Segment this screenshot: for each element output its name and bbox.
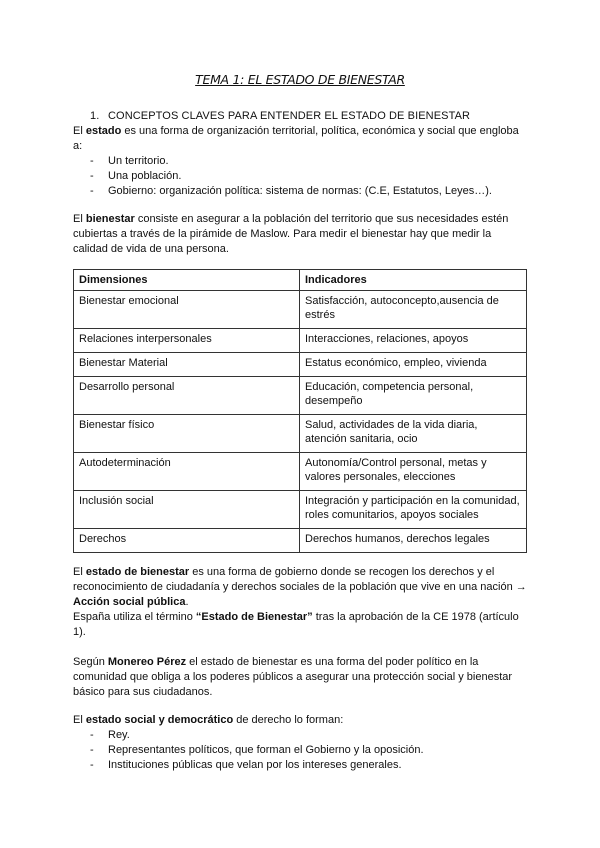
table-row <box>74 453 527 491</box>
section-heading <box>90 110 470 122</box>
table-cell: Autodeterminación <box>74 453 300 491</box>
table-header-cell: Dimensiones <box>74 270 300 291</box>
estado-list <box>73 154 528 199</box>
table-cell: Desarrollo personal <box>74 377 300 415</box>
monereo-paragraph <box>73 655 528 700</box>
term-estado-de-bienestar: “Estado de Bienestar” <box>195 611 313 623</box>
table-header-cell: Indicadores <box>300 270 527 291</box>
list-item: - Una población. <box>73 169 528 184</box>
table-cell: Derechos <box>74 529 300 553</box>
table-cell: Educación, competencia personal, desempeño <box>300 377 527 415</box>
list-item: - Rey. <box>73 728 528 743</box>
table-cell: Inclusión social <box>74 491 300 529</box>
table-row <box>74 415 527 453</box>
table-cell: Bienestar emocional <box>74 291 300 329</box>
term-estado: estado <box>85 125 122 137</box>
table-cell: Interacciones, relaciones, apoyos <box>300 329 527 353</box>
list-item: - Instituciones públicas que velan por los intereses generales. <box>73 758 528 773</box>
term-estado-bienestar: estado de bienestar <box>85 566 190 578</box>
text-run: El <box>73 125 86 137</box>
bienestar-definition <box>73 212 528 257</box>
term-bienestar: bienestar <box>85 213 135 225</box>
text-run: el estado de bienestar es una forma del poder político en la comunidad que obliga a los poderes públicos a asegurar una protección social y bienestar básico para sus ciudadanos. <box>73 656 513 698</box>
table-header-row <box>74 270 527 291</box>
section-heading-text: CONCEPTOS CLAVES PARA ENTENDER EL ESTADO DE BIENESTAR <box>108 110 471 122</box>
table-cell: Bienestar Material <box>74 353 300 377</box>
espana-paragraph <box>73 610 528 640</box>
text-run: consiste en asegurar a la población del territorio que sus necesidades estén cubiertas a través de la pirámide de Maslow. Para medir el bienestar hay que medir la calidad de vida de una persona. <box>73 213 509 255</box>
text-run: El <box>73 213 86 225</box>
list-item: - Un territorio. <box>73 154 528 169</box>
estado-bienestar-paragraph <box>73 565 528 610</box>
table-cell: Estatus económico, empleo, vivienda <box>300 353 527 377</box>
table-cell: Derechos humanos, derechos legales <box>300 529 527 553</box>
table-row <box>74 377 527 415</box>
term-estado-social: estado social y democrático <box>85 714 234 726</box>
document-title: TEMA 1: EL ESTADO DE BIENESTAR <box>195 72 405 87</box>
dimensions-table <box>73 269 527 553</box>
text-run: El <box>73 566 86 578</box>
estado-definition <box>73 124 528 199</box>
estado-bienestar-definition <box>73 565 528 640</box>
table-cell: Autonomía/Control personal, metas y valores personales, elecciones <box>300 453 527 491</box>
text-run: es una forma de organización territorial, política, económica y social que engloba a: <box>73 125 519 152</box>
list-item: - Representantes políticos, que forman el Gobierno y la oposición. <box>73 743 528 758</box>
bienestar-paragraph <box>73 212 528 257</box>
table-cell: Integración y participación en la comunidad, roles comunitarios, apoyos sociales <box>300 491 527 529</box>
list-item: - Gobierno: organización política: sistema de normas: (C.E, Estatutos, Leyes…). <box>73 184 528 199</box>
text-run: tras la aprobación de la CE 1978 (artículo 1). <box>73 611 519 638</box>
text-run: es una forma de gobierno donde se recogen los derechos y el reconocimiento de ciudadanía y derechos sociales de la población que vive en una nación <box>73 566 516 593</box>
term-accion-social: → Acción social pública <box>73 581 527 608</box>
monereo-definition <box>73 655 528 700</box>
text-run: El <box>73 714 86 726</box>
text-run: de derecho lo forman: <box>233 714 344 726</box>
table-cell: Bienestar físico <box>74 415 300 453</box>
estado-paragraph <box>73 124 528 154</box>
table-cell: Satisfacción, autoconcepto,ausencia de estrés <box>300 291 527 329</box>
section-number: 1. <box>90 110 100 122</box>
table-row <box>74 329 527 353</box>
table-row <box>74 291 527 329</box>
text-run: . <box>185 596 189 608</box>
estado-social-definition <box>73 713 528 773</box>
table-row <box>74 491 527 529</box>
table-cell: Salud, actividades de la vida diaria, atención sanitaria, ocio <box>300 415 527 453</box>
table-row <box>74 529 527 553</box>
table-cell: Relaciones interpersonales <box>74 329 300 353</box>
text-run: España utiliza el término <box>73 611 196 623</box>
social-paragraph <box>73 713 528 728</box>
term-monereo: Monereo Pérez <box>107 656 187 668</box>
table-row <box>74 353 527 377</box>
text-run: Según <box>73 656 108 668</box>
social-list <box>73 728 528 773</box>
